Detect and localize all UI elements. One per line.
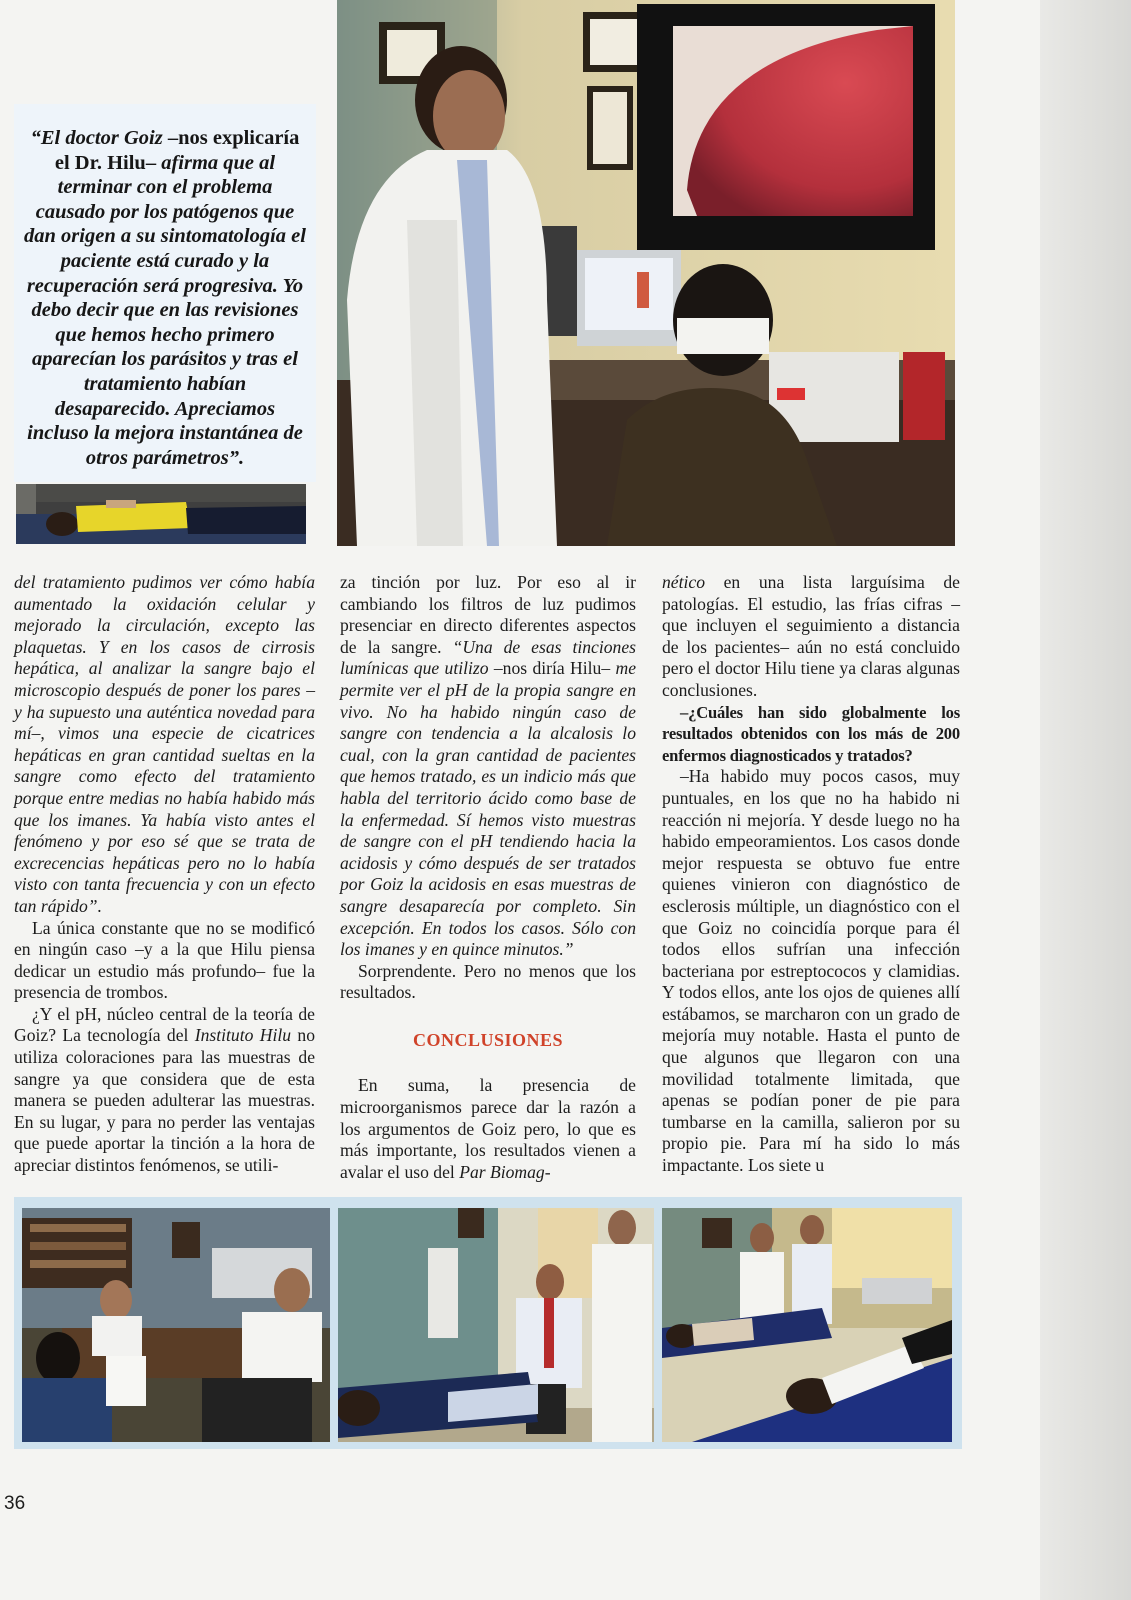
col1-p3-institute: Instituto Hilu bbox=[194, 1025, 292, 1046]
col2-p1-a: za tinción por luz. Por eso al ir cambiando los filtros de luz pudimos presenciar en directo diferentes aspectos de la sangre. bbox=[340, 572, 636, 657]
clinic-patients-photo bbox=[662, 1208, 952, 1442]
pull-quote-attribution: –nos explicaría el Dr. Hilu– bbox=[54, 127, 300, 174]
col1-paragraph-2: La única constante que no se modificó en ningún caso –y a la que Hilu piensa dedicar un estudio más profundo– fue la presencia de trombos. bbox=[14, 917, 315, 1003]
office-meeting-photo bbox=[22, 1208, 330, 1442]
col2-paragraph-1 bbox=[340, 572, 636, 961]
section-heading: CONCLUSIONES bbox=[412, 1029, 564, 1050]
col3-paragraph-2: –Ha habido muy pocos casos, muy puntuales, en los que no ha habido ni reacción ni mejoría. Y desde luego no ha habido empeoramientos. Los casos donde mejor respuesta se obtuvo fue entre quienes vinieron con diagnóstico de esclerosis múltiple, un diagnóstico con el que Goiz no coincidía porque para él todos ellos sufrían una infección bacteriana por estreptococos y clamidias. Y todos ellos, ante los ojos de quienes allí estábamos, se marcharon con un grado de mejoría muy notable. Hasta el punto de que algunos que llegaron con una movilidad totalmente limitada, que apenas se podían poner de pie para tumbarse en la camilla, salieron por su propio pie. Para mí ha sido lo más impactante. Los siete u bbox=[662, 766, 960, 1176]
page-number: 36 bbox=[4, 1493, 26, 1514]
col2-paragraph-3 bbox=[340, 1075, 636, 1183]
col1-p3-start: ¿Y el pH, núcleo central de la teoría de Goiz? La tecnología del bbox=[14, 1003, 315, 1046]
col2-p1-d: me permite ver el pH de la propia sangre en vivo. No ha habido ningún caso de sangre con tendencia a la alcalosis lo cual, con la gran cantidad de pacientes que hemos tratado, es un indicio más que habla del territorio ácido como base de la enfermedad. Sí hemos visto muestras de sangre con el pH tendiendo hacia la acidosis y cómo después de ser tratados por Goiz la acidosis en esas muestras de sangre desaparecía por completo. Sin excepción. En todos los casos. Sólo con los imanes y en quince minutos.” bbox=[340, 658, 636, 960]
col2-p3-a: En suma, la presencia de microorganismos parece dar la razón a los argumentos de Goiz pero, lo que es más importante, los resultados vienen a avalar el uso del bbox=[340, 1075, 636, 1182]
col2-p3-b: Par Biomag- bbox=[459, 1161, 551, 1182]
col1-paragraph-1: del tratamiento pudimos ver cómo había aumentado la oxidación celular y mejorado la circulación, excepto las plaquetas. Y en los casos de cirrosis hepática, al analizar la sangre bajo el microscopio después de poner los pares –y ha supuesto una auténtica novedad para mí–, vimos una especie de cicatrices hepáticas en gran cantidad sueltas en la sangre como efecto del tratamiento porque entre medias no había habido más que los imanes. Ya había visto antes el fenómeno y por eso sé que se trata de excrecencias hepáticas pero no lo había visto con tanta frecuencia y con un efecto tan rápido”. bbox=[14, 572, 315, 916]
interview-question: –¿Cuáles han sido globalmente los resultados obtenidos con los más de 200 enfermos diagnosticados y tratados? bbox=[662, 702, 960, 765]
col2-paragraph-2: Sorprendente. Pero no menos que los resultados. bbox=[340, 960, 636, 1003]
patient-photo-small bbox=[16, 484, 306, 544]
col1-paragraph-3 bbox=[14, 1004, 315, 1177]
clinic-treatment-photo bbox=[338, 1208, 654, 1442]
pull-quote-body: afirma que al terminar con el problema causado por los patógenos que dan origen a su sintomatología el paciente está curado y la recuperación será progresiva. Yo debo decir que en las revisiones que hemos hecho primero aparecían los parásitos y tras el tratamiento habían desaparecido. Apreciamos incluso la mejora instantánea de otros parámetros”. bbox=[24, 151, 306, 469]
col2-p1-c: –nos diría Hilu– bbox=[488, 658, 616, 679]
article-column-2 bbox=[340, 572, 636, 1183]
col3-p1-a: nético bbox=[662, 572, 705, 592]
lab-photo-main bbox=[337, 0, 955, 546]
article-column-1 bbox=[14, 572, 315, 1177]
col3-paragraph-1 bbox=[662, 572, 960, 702]
pull-quote bbox=[14, 104, 316, 482]
col1-p3-end: no utiliza coloraciones para las muestras de sangre ya que considera que de esta manera se pueden adulterar las muestras. En su lugar, y para no perder las ventajas que puede aportar la tinción a la hora de apreciar distintos fenómenos, se utili- bbox=[14, 1025, 316, 1176]
col2-p1-b: “Una de esas tinciones lumínicas que utilizo bbox=[340, 636, 636, 679]
col3-p1-b: en una lista larguísima de patologías. El estudio, las frías cifras –que incluyen el seguimiento a distancia de los pacientes– aún no está concluido pero el doctor Hilu tiene ya claras algunas conclusiones. bbox=[662, 572, 960, 700]
article-column-3 bbox=[662, 572, 960, 1177]
page-edge-shadow bbox=[1040, 0, 1131, 1600]
pull-quote-lead: “El doctor Goiz bbox=[30, 127, 168, 149]
